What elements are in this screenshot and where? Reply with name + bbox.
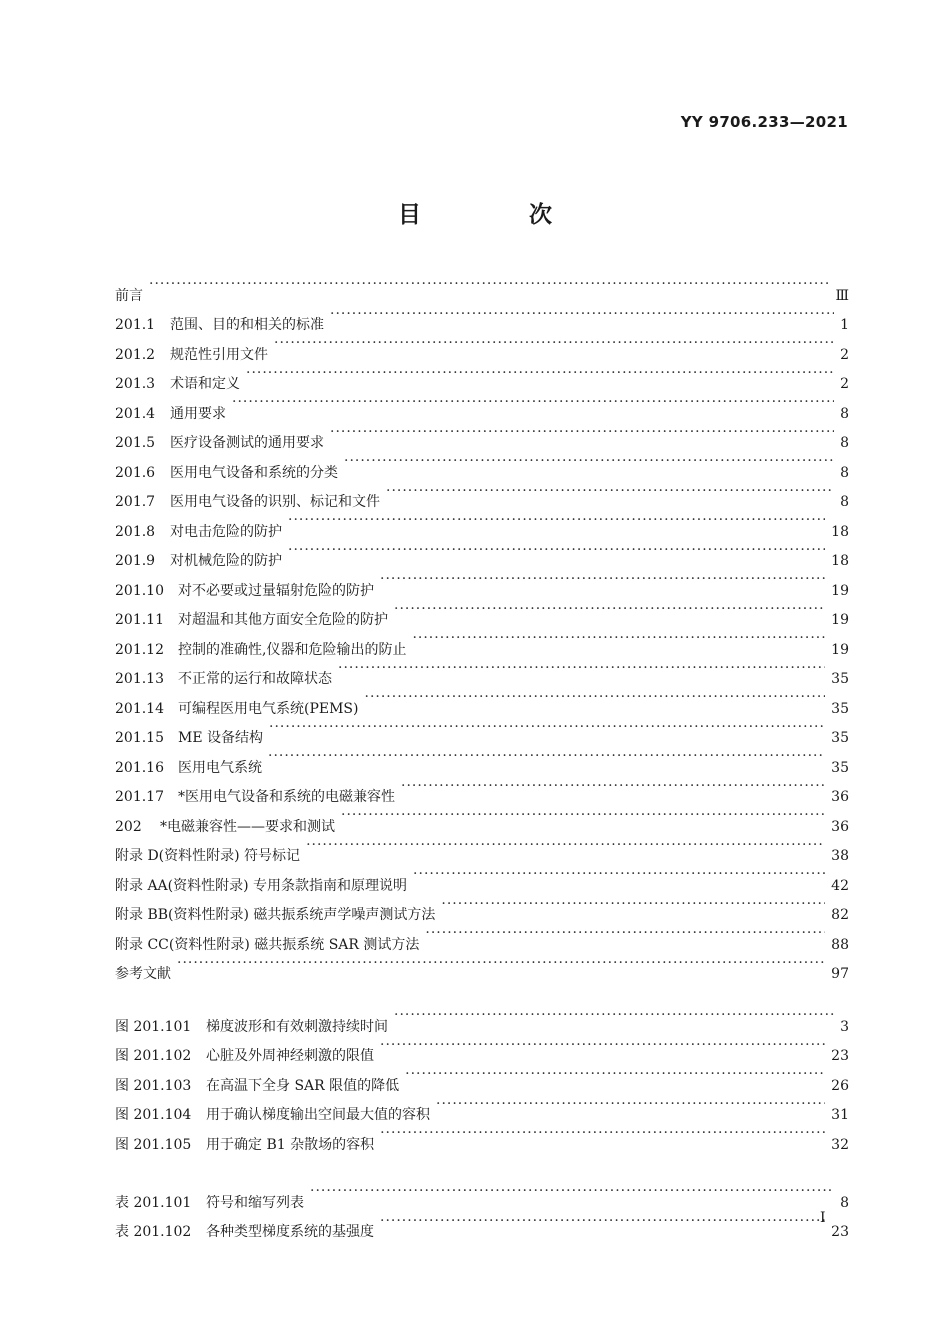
toc-entry[interactable] — [115, 1177, 849, 1211]
toc-dot-leader — [380, 1207, 825, 1237]
toc-entry[interactable] — [115, 1001, 849, 1035]
toc-entry-label: 对电击危险的防护 — [170, 523, 282, 540]
toc-entry-number: 201.12 — [115, 641, 164, 658]
toc-entry-number: 201.13 — [115, 671, 164, 687]
toc-dot-leader — [177, 949, 825, 979]
toc-entry-label: 参考文献 — [115, 966, 171, 982]
toc-entry-label: 范围、目的和相关的标准 — [170, 317, 324, 333]
toc-entry-label: 医用电气设备的识别、标记和文件 — [170, 494, 380, 510]
toc-entry-label: 梯度波形和有效刺激持续时间 — [206, 1018, 388, 1035]
toc-entry-number: 201.6 — [115, 464, 156, 481]
toc-dot-leader — [338, 654, 825, 684]
toc-entry-page: 35 — [831, 759, 849, 776]
toc-entry-page: 23 — [831, 1224, 849, 1240]
toc-dot-leader — [436, 1090, 825, 1120]
toc-dot-leader — [380, 1119, 825, 1149]
toc-entry-label: 通用要求 — [170, 405, 226, 422]
toc-entry-label: 对不必要或过量辐射危险的防护 — [178, 582, 374, 599]
toc-dot-leader — [394, 595, 825, 625]
toc-dot-leader — [330, 418, 834, 448]
toc-entry-page: 3 — [840, 1018, 849, 1035]
toc-dot-leader — [288, 506, 825, 536]
toc-tables — [115, 1177, 849, 1240]
toc-entry-page: 31 — [831, 1107, 849, 1123]
toc-entry-label: 对机械危险的防护 — [170, 553, 282, 569]
toc-entry-number: 201.9 — [115, 553, 156, 569]
toc-entry-number: 201.14 — [115, 700, 164, 717]
toc-dot-leader — [306, 831, 825, 861]
toc-entry-label: 附录 AA(资料性附录) 专用条款指南和原理说明 — [115, 877, 408, 894]
toc-entry-label: *医用电气设备和系统的电磁兼容性 — [178, 789, 395, 805]
toc-entry-number: 图 201.101 — [115, 1018, 192, 1035]
toc-entry-page: 2 — [840, 376, 849, 392]
toc-dot-leader — [274, 329, 834, 359]
toc-entry-label: 用于确认梯度输出空间最大值的容积 — [206, 1107, 430, 1123]
toc-entry-number: 201.8 — [115, 523, 156, 540]
toc-entry-number: 201.7 — [115, 494, 156, 510]
toc-entry-page: 8 — [840, 1194, 849, 1211]
toc-entry-label: 用于确定 B1 杂散场的容积 — [206, 1136, 375, 1153]
toc-dot-leader — [149, 270, 829, 300]
toc-entry-label: 医疗设备测试的通用要求 — [170, 435, 324, 451]
toc-entry[interactable] — [115, 949, 849, 982]
toc-entry-page: 18 — [831, 553, 849, 569]
toc-entry-page: 8 — [840, 435, 849, 451]
toc-entry-page: 19 — [831, 582, 849, 599]
toc-entry-page: 35 — [831, 730, 849, 746]
toc-dot-leader — [425, 919, 825, 949]
toc-entry-label: 附录 D(资料性附录) 符号标记 — [115, 848, 301, 864]
toc-entry-page: 35 — [831, 700, 849, 717]
toc-entry-page: 88 — [831, 936, 849, 953]
toc-entry-number: 201.5 — [115, 435, 156, 451]
toc-entry-number: 201.2 — [115, 346, 156, 363]
toc-entry-page: 23 — [831, 1048, 849, 1064]
toc-entry-page: 32 — [831, 1136, 849, 1153]
toc-entry-page: 8 — [840, 405, 849, 422]
toc-dot-leader — [330, 300, 834, 330]
toc-dot-leader — [268, 742, 825, 772]
toc-dot-leader — [380, 565, 825, 595]
toc-entry-number: 图 201.104 — [115, 1107, 192, 1123]
toc-entry-number: 201.3 — [115, 376, 156, 392]
toc-dot-leader — [413, 860, 825, 890]
toc-entry-number: 201.16 — [115, 759, 164, 776]
toc-dot-leader — [310, 1177, 834, 1207]
toc-entry-page: 1 — [840, 317, 849, 333]
toc-contents — [115, 270, 849, 982]
toc-entry-page: 2 — [840, 346, 849, 363]
toc-entry-number: 202 — [115, 818, 142, 835]
toc-entry-number: 201.11 — [115, 612, 164, 628]
toc-entry-number: 图 201.103 — [115, 1077, 192, 1094]
toc-entry-number: 表 201.102 — [115, 1224, 192, 1240]
toc-entry-label: 不正常的运行和故障状态 — [178, 671, 332, 687]
toc-dot-leader — [288, 536, 825, 566]
toc-dot-leader — [441, 890, 825, 920]
toc-entry-number: 201.17 — [115, 789, 164, 805]
toc-entry-page: 97 — [831, 966, 849, 982]
toc-entry-page: 82 — [831, 907, 849, 923]
toc-dot-leader — [365, 683, 826, 713]
toc-entry-page: 26 — [831, 1077, 849, 1094]
toc-entry-number: 图 201.102 — [115, 1048, 192, 1064]
toc-entry[interactable] — [115, 300, 849, 333]
toc-dot-leader — [401, 772, 825, 802]
page-title: 目 次 — [397, 202, 602, 228]
toc-entry-label: 符号和缩写列表 — [206, 1194, 304, 1211]
toc-entry-page: 38 — [831, 848, 849, 864]
toc-entry-label: 各种类型梯度系统的基强度 — [206, 1224, 374, 1240]
toc-dot-leader — [344, 447, 834, 477]
toc-dot-leader — [394, 1001, 834, 1031]
toc-dot-leader — [269, 713, 825, 743]
toc-entry-page: 36 — [831, 818, 849, 835]
toc-entry-label: 术语和定义 — [170, 376, 240, 392]
toc-entry-label: 对超温和其他方面安全危险的防护 — [178, 612, 388, 628]
toc-entry-label: *电磁兼容性——要求和测试 — [160, 818, 335, 835]
toc-dot-leader — [412, 624, 825, 654]
toc-entry-page: 19 — [831, 641, 849, 658]
toc-entry-label: 心脏及外周神经刺激的限值 — [206, 1048, 374, 1064]
toc-entry-page: 36 — [831, 789, 849, 805]
toc-entry-page: Ⅲ — [835, 287, 849, 304]
toc-entry-page: 42 — [831, 877, 849, 894]
toc-entry-label: 附录 CC(资料性附录) 磁共振系统 SAR 测试方法 — [115, 936, 420, 953]
toc-entry-number: 表 201.101 — [115, 1194, 192, 1211]
toc-dot-leader — [405, 1060, 825, 1090]
toc-entry[interactable] — [115, 270, 849, 304]
toc-entry-page: 19 — [831, 612, 849, 628]
toc-entry-page: 8 — [840, 494, 849, 510]
toc-entry-page: 35 — [831, 671, 849, 687]
toc-dot-leader — [341, 801, 825, 831]
toc-entry-number: 201.10 — [115, 582, 164, 599]
toc-dot-leader — [380, 1031, 825, 1061]
toc-entry-number: 201.4 — [115, 405, 156, 422]
toc-entry-label: 在高温下全身 SAR 限值的降低 — [206, 1077, 400, 1094]
toc-entry-number: 201.15 — [115, 730, 164, 746]
toc-entry-number: 图 201.105 — [115, 1136, 192, 1153]
toc-figures — [115, 1001, 849, 1153]
toc-entry-page: 8 — [840, 464, 849, 481]
document-code: YY 9706.233—2021 — [680, 113, 848, 131]
toc-dot-leader — [246, 359, 834, 389]
toc-entry-label: 医用电气系统 — [178, 759, 262, 776]
toc-entry-label: 可编程医用电气系统(PEMS) — [178, 700, 359, 717]
toc-entry-label: 附录 BB(资料性附录) 磁共振系统声学噪声测试方法 — [115, 907, 436, 923]
toc-dot-leader — [232, 388, 834, 418]
toc-entry-label: 控制的准确性,仪器和危险输出的防止 — [178, 641, 407, 658]
toc-entry-label: 前言 — [115, 287, 143, 304]
toc-entry-label: 医用电气设备和系统的分类 — [170, 464, 338, 481]
toc-entry-label: ME 设备结构 — [178, 730, 264, 746]
toc-entry-label: 规范性引用文件 — [170, 346, 268, 363]
toc-entry-page: 18 — [831, 523, 849, 540]
page-number: I — [820, 1210, 826, 1226]
toc-dot-leader — [386, 477, 834, 507]
toc-entry-number: 201.1 — [115, 317, 156, 333]
